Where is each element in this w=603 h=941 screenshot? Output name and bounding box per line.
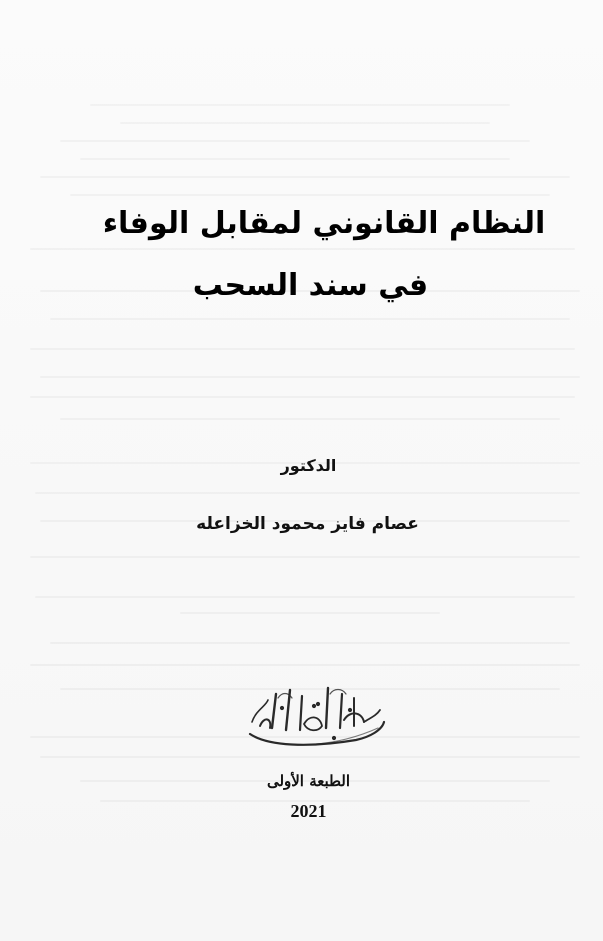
publication-year: 2021 [290,801,327,821]
author-name: عصام فايز محمود الخزاعله [196,514,419,534]
book-title-line-2: في سند السحب [192,268,429,303]
publisher-logo [238,680,392,752]
book-title-line-1: النظام القانوني لمقابل الوفاء [102,206,546,241]
edition-label: الطبعة الأولى [266,772,351,790]
author-title-label: الدكتور [280,456,337,475]
